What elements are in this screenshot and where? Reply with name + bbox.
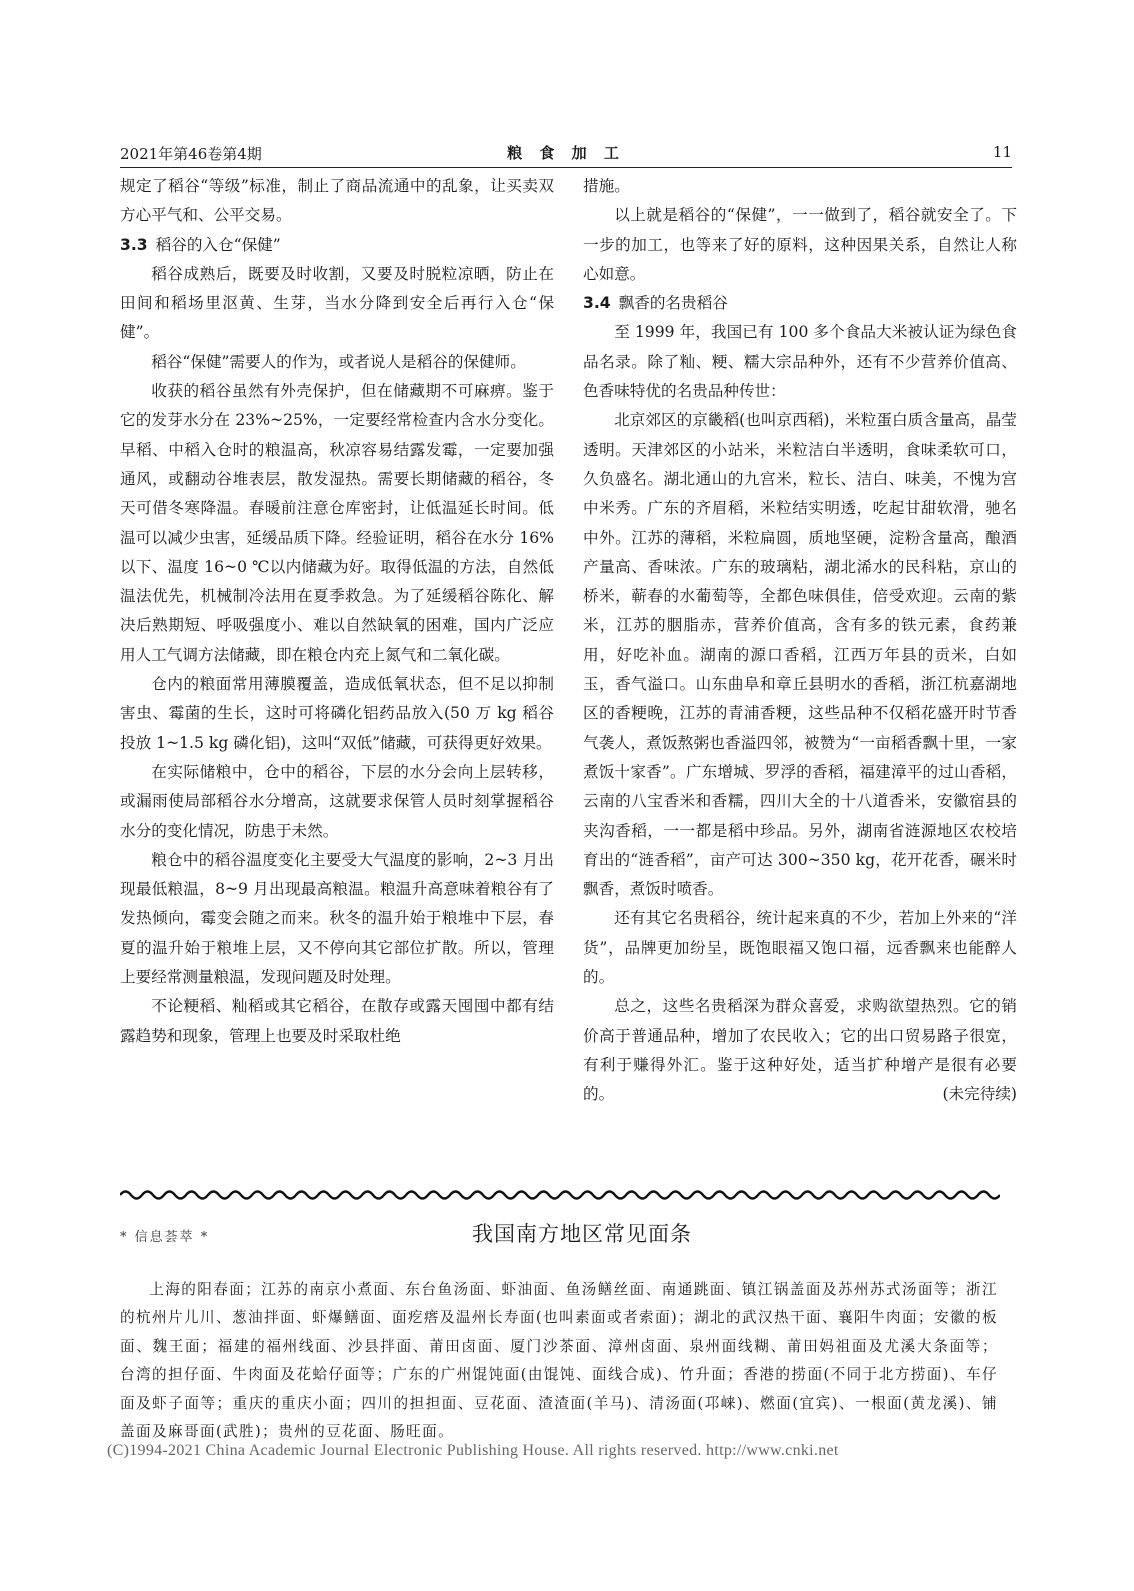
paragraph-text: 不论粳稻、籼稻或其它稻谷，在散存或露天囤囤中都有结露趋势和现象，管理上也要及时采取杜绝 [120,997,554,1045]
paragraph [120,670,554,758]
paragraph-text: 仓内的粮面常用薄膜覆盖，造成低氧状态，但不足以抑制害虫、霉菌的生长，这时可将磷化铝药品放入(50 万 kg 稻谷投放 1~1.5 kg 磷化铝)，这叫“双低”储藏，可获得更好效果。 [120,675,554,752]
paragraph-text: 在实际储粮中，仓中的稻谷，下层的水分会向上层转移，或漏雨使局部稻谷水分增高，这就要求保管人员时刻掌握稻谷水分的变化情况，防患于未然。 [120,762,554,840]
paragraph [120,377,554,670]
paragraph-text: 收获的稻谷虽然有外壳保护，但在储藏期不可麻痹。鉴于它的发芽水分在 23%~25%，一定要经常检查内含水分变化。早稻、中稻入仓时的粮温高，秋凉容易结露发霉，一定要加强通风，或翻动谷堆表层，散发湿热。需要长期储藏的稻谷，冬天可借冬寒降温。春暖前注意仓库密封，让低温延长时间。低温可以减少虫害，延缓品质下降。经验证明，稻谷在水分 16%以下、温度 16~0 ℃以内储藏为好。取得低温的方法，自然低温法优先，机械制冷法用在夏季救急。为了延缓稻谷陈化、解决后熟期短、呼吸强度小、难以自然缺氧的困难，国内广泛应用人工气调方法储藏，即在粮仓内充上氮气和二氧化碳。 [120,382,554,664]
paragraph-text: 稻谷成熟后，既要及时收割，又要及时脱粒凉晒，防止在田间和稻场里沤黄、生芽，当水分降到安全后再行入仓“保健”。 [120,264,554,342]
paragraph [583,406,1017,904]
section-heading [120,231,554,260]
paragraph-text: 还有其它名贵稻谷，统计起来真的不少，若加上外来的“洋货”，品牌更加纷呈，既饱眼福又饱口福，远香飘来也能醉人的。 [583,909,1017,987]
journal-name: 粮 食 加 工 [507,144,625,162]
paragraph-text: 稻谷“保健”需要人的作为，或者说人是稻谷的保健师。 [151,352,526,371]
paragraph [583,904,1017,992]
copyright-footer: (C)1994-2021 China Academic Journal Electronic Publishing House. All rights reserved. http://www.cnki.net [107,1442,839,1459]
left-column [120,172,554,1051]
paragraph [120,758,554,846]
paragraph [120,846,554,992]
issue-info: 2021年第46卷第4期 [120,145,262,163]
section-number: 3.3 [120,235,148,254]
paragraph-text: 措施。 [583,177,630,195]
paragraph-text: 总之，这些名贵稻深为群众喜爱，求购欲望热烈。它的销价高于普通品种，增加了农民收入；它的出口贸易路子很宽，有利于赚得外汇。鉴于这种好处，适当扩种增产是很有必要的。 [583,997,1017,1104]
section-heading [583,289,1017,318]
paragraph [120,260,554,348]
paragraph [583,992,1017,1109]
paragraph [120,992,554,1051]
paragraph [120,172,554,231]
page-number: 11 [992,143,1012,161]
section-number: 3.4 [583,294,611,313]
info-box-title: 我国南方地区常见面条 [472,1222,692,1246]
section-title: 稻谷的入仓“保健” [155,235,281,254]
info-box-body: 上海的阳春面；江苏的南京小煮面、东台鱼汤面、虾油面、鱼汤鳝丝面、南通跳面、镇江锅盖面及苏州苏式汤面等；浙江的杭州片儿川、葱油拌面、虾爆鳝面、面疙瘩及温州长寿面(也叫素面或者索面)；湖北的武汉热干面、襄阳牛肉面；安徽的板面、魏王面；福建的福州线面、沙县拌面、莆田卤面、厦门沙茶面、漳州卤面、泉州面线糊、莆田妈祖面及尤溪大条面等；台湾的担仔面、牛肉面及花蛤仔面等；广东的广州馄饨面(由馄饨、面线合成)、竹升面；香港的捞面(不同于北方捞面)、车仔面及虾子面等；重庆的重庆小面；四川的担担面、豆花面、渣渣面(羊马)、清汤面(邛崃)、燃面(宜宾)、一根面(黄龙溪)、铺盖面及麻哥面(武胜)；贵州的豆花面、肠旺面。 [120,1281,998,1441]
paragraph-text: 北京郊区的京畿稻(也叫京西稻)，米粒蛋白质含量高，晶莹透明。天津郊区的小站米，米粒洁白半透明，食味柔软可口，久负盛名。湖北通山的九宫米，粒长、洁白、味美，不愧为宫中米秀。广东的齐眉稻，米粒结实明透，吃起甘甜软滑，驰名中外。江苏的薄稻，米粒扁圆，质地坚硬，淀粉含量高，酿酒产量高、香味浓。广东的玻璃粘，湖北浠水的民科粘，京山的桥米，蕲春的水葡萄等，全都色味俱佳，倍受欢迎。云南的紫米，江苏的胭脂赤，营养价值高，含有多的铁元素，食药兼用，好吃补血。湖南的源口香稻，江西万年县的贡米，白如玉，香气溢口。山东曲阜和章丘县明水的香稻，浙江杭嘉湖地区的香粳晚，江苏的青浦香粳，这些品种不仅稻花盛开时节香气袭人，煮饭熬粥也香溢四邻，被赞为“一亩稻香飘十里，一家煮饭十家香”。广东增城、罗浮的香稻，福建漳平的过山香稻，云南的八宝香米和香糯，四川大全的十八道香米，安徽宿县的夹沟香稻，一一都是稻中珍品。另外，湖南省涟源地区农校培育出的“涟香稻”，亩产可达 300~350 kg，花开花香，碾米时飘香，煮饭时喷香。 [583,411,1017,899]
wavy-divider [120,1188,1000,1202]
paragraph [583,201,1017,289]
to-be-continued-note: (未完待续) [942,1085,1017,1104]
paragraph [583,172,1017,201]
paragraph [583,318,1017,406]
paragraph-text: 规定了稻谷“等级”标准，制止了商品流通中的乱象，让买卖双方心平气和、公平交易。 [120,177,554,225]
info-box-label: * 信息荟萃 * [120,1230,210,1245]
running-header [120,143,1012,168]
paragraph-text: 粮仓中的稻谷温度变化主要受大气温度的影响，2~3 月出现最低粮温，8~9 月出现最高粮温。粮温升高意味着粮谷有了发热倾向，霉变会随之而来。秋冬的温升始于粮堆中下层，春夏的温升始于粮堆上层，又不停向其它部位扩散。所以，管理上要经常测量粮温，发现问题及时处理。 [120,850,554,987]
paragraph-text: 至 1999 年，我国已有 100 多个食品大米被认证为绿色食品名录。除了籼、粳、糯大宗品种外，还有不少营养价值高、色香味特优的名贵品种传世： [583,323,1017,401]
section-title: 飘香的名贵稻谷 [618,294,728,313]
paragraph [120,348,554,377]
right-column [583,172,1017,1110]
paragraph-text: 以上就是稻谷的“保健”，一一做到了，稻谷就安全了。下一步的加工，也等来了好的原料，这种因果关系，自然让人称心如意。 [583,206,1017,283]
